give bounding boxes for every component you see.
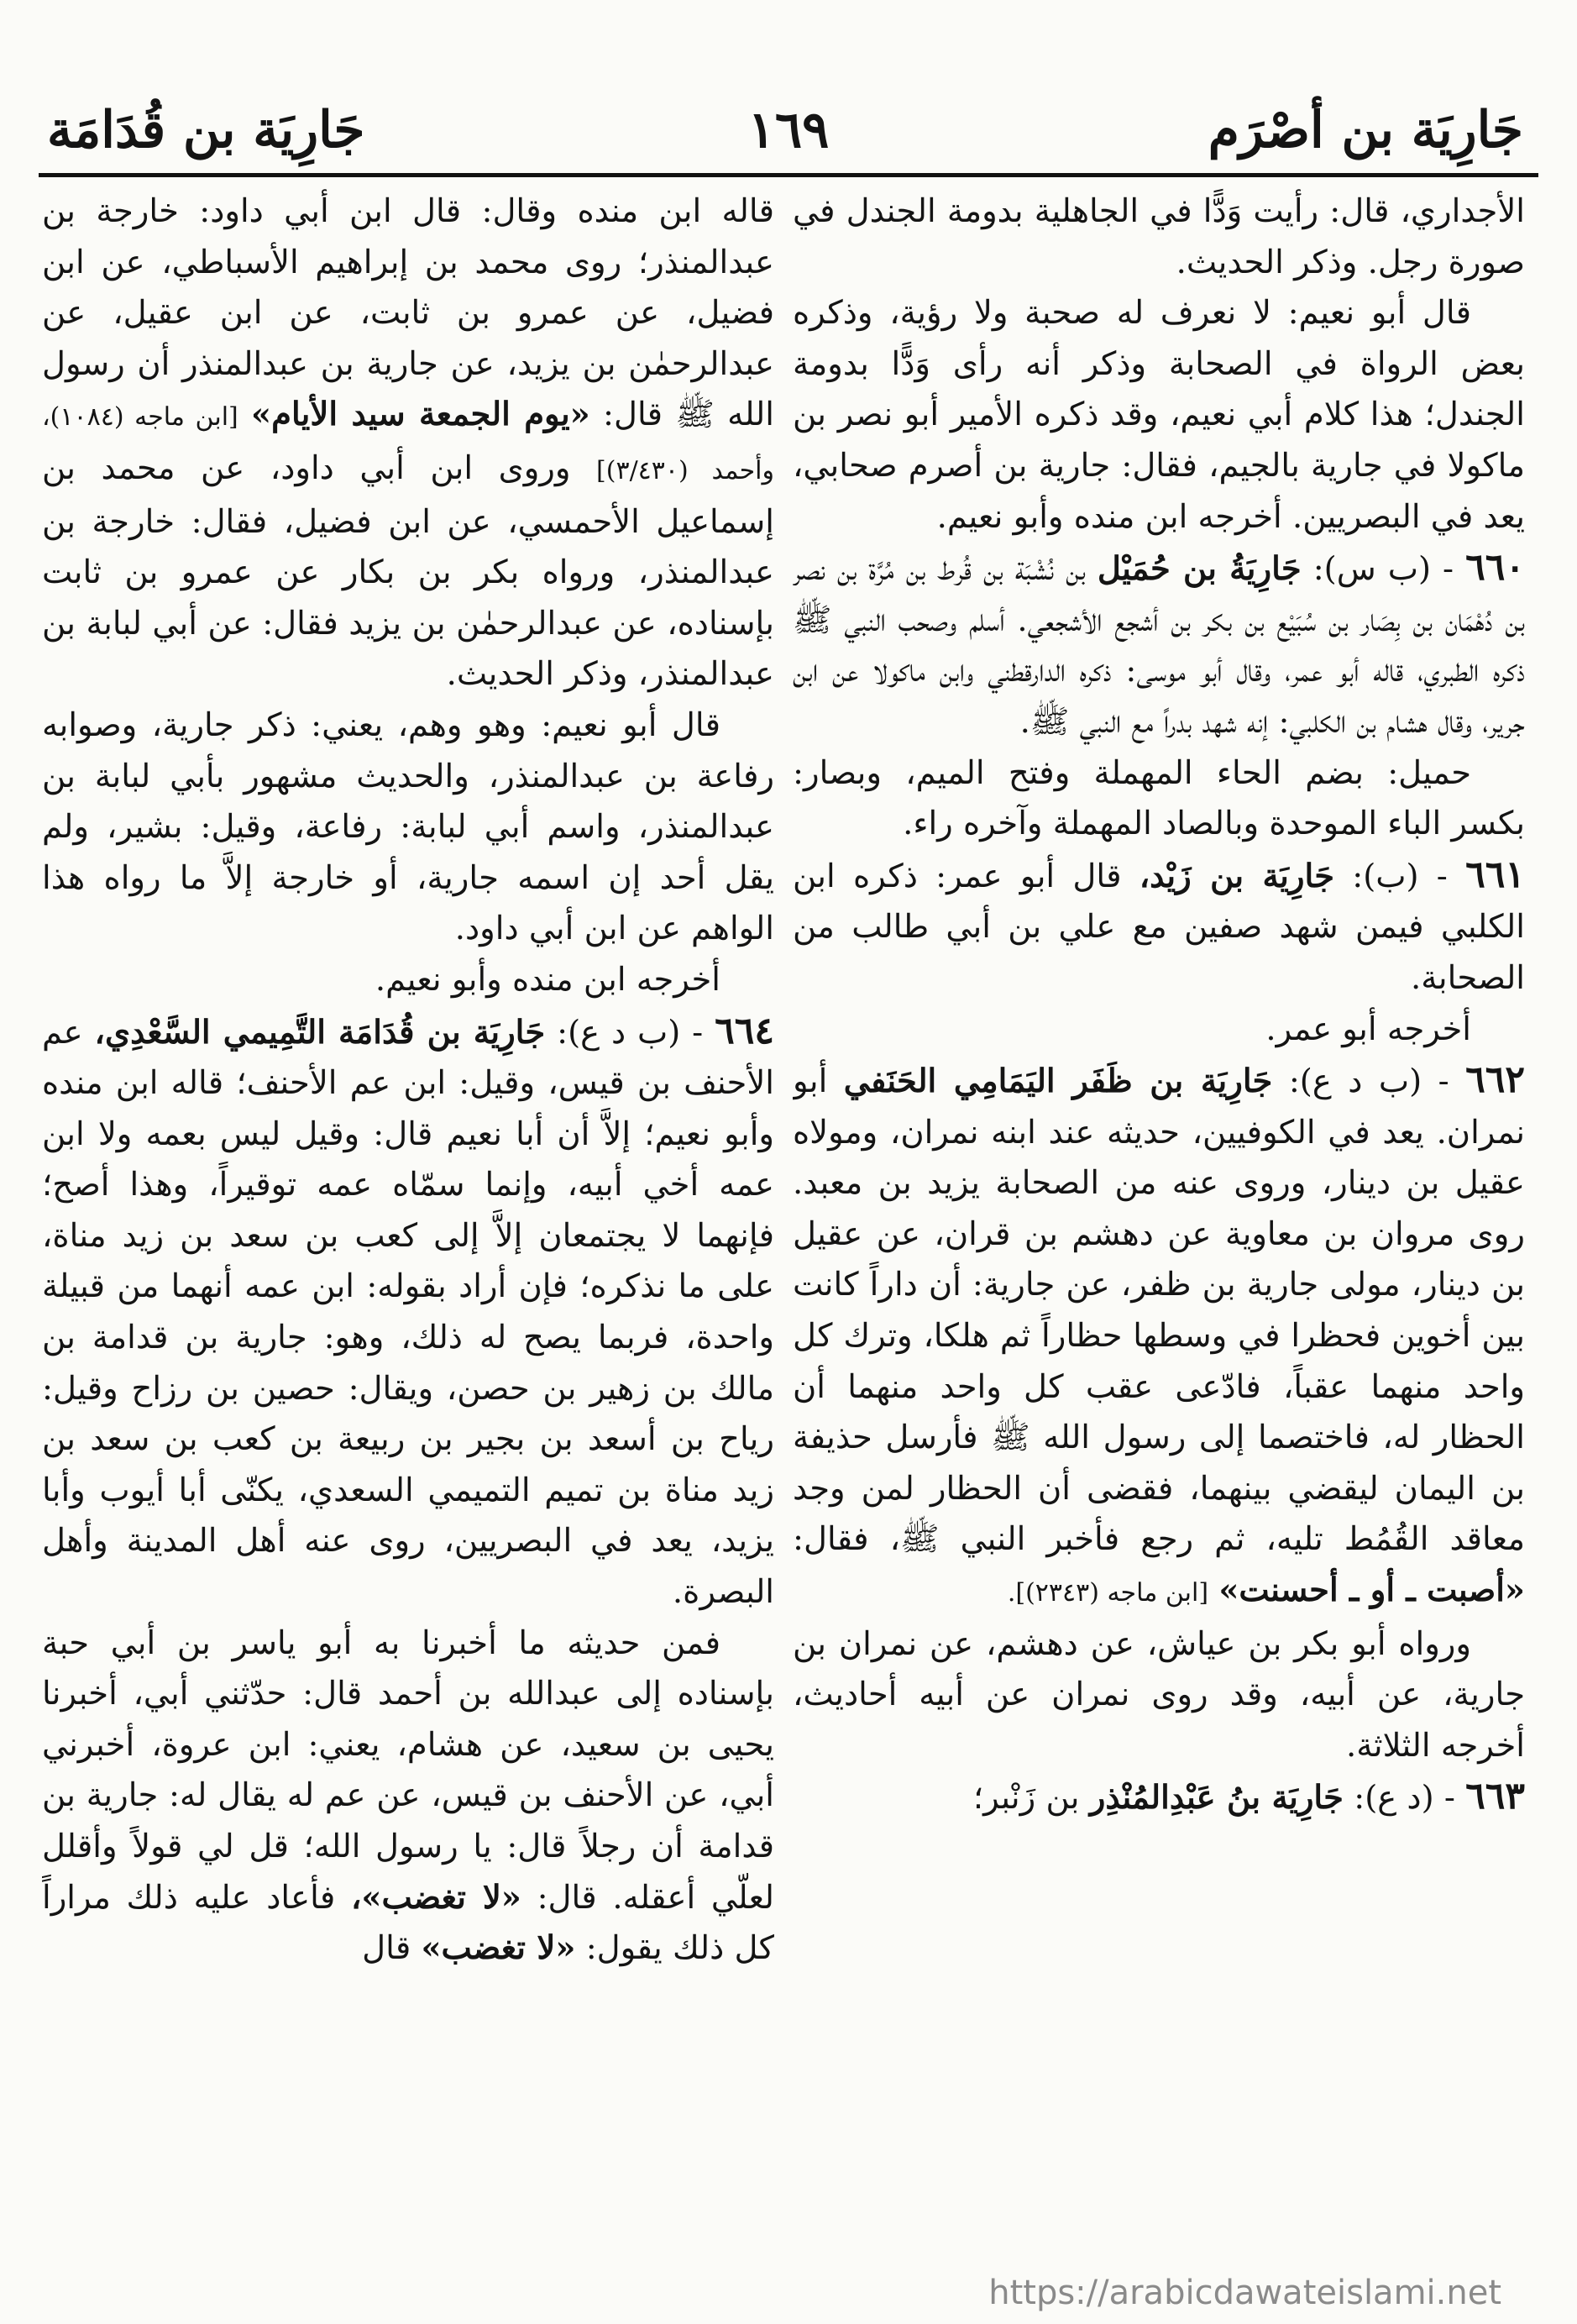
entry-number: ٦٦١ bbox=[1465, 852, 1525, 896]
paragraph: أخرجه أبو عمر. bbox=[1265, 1010, 1471, 1048]
entry-661 bbox=[793, 850, 1525, 1005]
entry-663 bbox=[793, 1771, 1525, 1824]
source-reference: [ابن ماجه (١٠٨٤)، وأحمد (٣/٤٣٠)] bbox=[42, 402, 774, 485]
hadith-quote: «أصبت ـ أو ـ أحسنت» bbox=[1218, 1571, 1525, 1610]
hadith-quote: «لا تغضب»، bbox=[350, 1878, 521, 1917]
paragraph: الأجداري، قال: رأيت وَدًّا في الجاهلية بدومة الجندل في صورة رجل. وذكر الحديث. bbox=[793, 192, 1525, 281]
paragraph: حميل: بضم الحاء المهملة وفتح الميم، وبصار: بكسر الباء الموحدة وبالصاد المهملة وآخره راء. bbox=[793, 753, 1525, 843]
entry-number: ٦٦٢ bbox=[1465, 1058, 1525, 1102]
header-rule bbox=[39, 173, 1538, 177]
entry-code: - (ب س): bbox=[1312, 550, 1454, 589]
entry-660 bbox=[793, 543, 1525, 748]
paragraph: أخرجه ابن منده وأبو نعيم. bbox=[375, 960, 720, 999]
entry-code: - (ب د ع): bbox=[1288, 1062, 1449, 1101]
entry-text: أبو نمران. يعد في الكوفيين، حديثه عند ابنه نمران، ومولاه عقيل بن دينار، وروى عنه من الصحابة يزيد بن معبد. روى مروان بن معاوية عن دهشم بن قران، عن عقيل بن دينار، مولى جارية بن ظفر، عن جارية: أن داراً كانت بين أخوين فحظرا في وسطها حظاراً ثم هلكا، وترك كل واحد منهما عقباً، فادّعى عقب كل واحد منهما أن الحظار له، فاختصما إلى رسول الله ﷺ فأرسل حذيفة بن اليمان ليقضي بينهما، فقضى أن الحظار لمن وجد معاقد القُمُط تليه، ثم رجع فأخبر النبي ﷺ، فقال: bbox=[793, 1062, 1525, 1559]
entry-number: ٦٦٤ bbox=[715, 1009, 774, 1052]
entry-662 bbox=[793, 1055, 1525, 1619]
entry-name: جَارِيَة بن ظَفَر اليَمَامِي الحَنَفي bbox=[843, 1062, 1273, 1101]
entry-code: - (د ع): bbox=[1354, 1779, 1455, 1818]
paragraph-text: فأعاد عليه ذلك مراراً كل ذلك يقول: bbox=[42, 1878, 774, 1968]
paragraph bbox=[42, 1618, 774, 1975]
entry-name: جَارِيَة بن قُدَامَة التَّمِيمي السَّعْدِي، bbox=[94, 1013, 546, 1052]
paragraph-text: قاله ابن منده وقال: قال ابن أبي داود: خارجة بن عبدالمنذر؛ روى محمد بن إبراهيم الأسباطي، عن ابن فضيل، عن عمرو بن ثابت، عن ابن عقيل، عن عبدالرحمٰن بن يزيد، عن جارية بن عبدالمنذر أن رسول الله ﷺ قال: bbox=[42, 192, 774, 434]
running-head-left: جَارِيَة بن قُدَامَة bbox=[47, 101, 365, 160]
page-number: ١٦٩ bbox=[747, 101, 830, 160]
source-reference: [ابن ماجه (٢٣٤٣)]. bbox=[1007, 1578, 1209, 1608]
paragraph-text: فمن حديثه ما أخبرنا به أبو ياسر بن أبي حبة بإسناده إلى عبدالله بن أحمد قال: حدّثني أبي، أخبرنا يحيى بن سعيد، عن هشام، يعني: ابن عروة، أخبرني أبي، عن الأحنف بن قيس، عن عم له يقال له: جارية بن قدامة أن رجلاً قال: يا رسول الله؛ قل لي قولاً وأقلل لعلّي أعقله. قال: bbox=[42, 1624, 774, 1917]
paragraph-text: وروى ابن أبي داود، عن محمد بن إسماعيل الأحمسي، عن ابن فضيل، فقال: خارجة بن عبدالمنذر، ورواه بكر بن بكار عن عمرو بن ثابت بإسناده، عن عبدالرحمٰن بن يزيد فقال: عن أبي لبابة بن عبدالمنذر، وذكر الحديث. bbox=[42, 449, 774, 694]
paragraph: قال أبو نعيم: وهو وهم، يعني: ذكر جارية، وصوابه رفاعة بن عبدالمنذر، والحديث مشهور بأبي لبابة بن عبدالمنذر، واسم أبي لبابة: رفاعة، وقيل: بشير، ولم يقل أحد إن اسمه جارية، أو خارجة إلاَّ ما رواه هذا الواهم عن ابن أبي داود. bbox=[42, 706, 774, 948]
entry-code: - (ب د ع): bbox=[557, 1013, 704, 1052]
paragraph: ورواه أبو بكر بن عياش، عن دهشم، عن نمران بن جارية، عن أبيه، وقد روى نمران عن أبيه أحاديث، أخرجه الثلاثة. bbox=[793, 1624, 1525, 1765]
entry-code: - (ب): bbox=[1352, 857, 1448, 895]
entry-name: جَارِيَة بنُ عَبْدِالمُنْذِر bbox=[1089, 1779, 1344, 1818]
entry-text: قال أبو عمر: ذكره ابن الكلبي فيمن شهد صفين مع علي بن أبي طالب من الصحابة. bbox=[793, 857, 1525, 997]
paragraph-text: قال bbox=[362, 1929, 411, 1968]
entry-text: بن زَنْبر؛ bbox=[972, 1779, 1080, 1818]
entry-number: ٦٦٣ bbox=[1465, 1775, 1525, 1818]
entry-name: جَارِيَة بن زَيْد، bbox=[1139, 857, 1335, 895]
entry-number: ٦٦٠ bbox=[1465, 546, 1525, 590]
entry-name: جَارِيَةُ بن حُمَيْل bbox=[1097, 550, 1302, 589]
entry-text: عم الأحنف بن قيس، وقيل: ابن عم الأحنف؛ قاله ابن منده وأبو نعيم؛ إلاَّ أن أبا نعيم قال: وقيل ليس بعمه ولا ابن عمه أخي أبيه، وإنما سمّاه عمه توقيراً، وهذا أصح؛ فإنهما لا يجتمعان إلاَّ إلى كعب بن سعد بن زيد مناة، على ما نذكره؛ فإن أراد بقوله: ابن عمه أنهما من قبيلة واحدة، فربما يصح له ذلك، وهو: جارية بن قدامة بن مالك بن زهير بن حصن، ويقال: حصين بن رزاح وقيل: رياح بن أسعد بن بجير بن ربيعة بن كعب بن سعد بن زيد مناة بن تميم التميمي السعدي، يكنّى أبا أيوب وأبا يزيد، يعد في البصريين، روى عنه أهل المدينة وأهل البصرة. bbox=[42, 1013, 774, 1612]
left-column bbox=[42, 186, 774, 2236]
right-column bbox=[793, 186, 1525, 2236]
entry-664 bbox=[42, 1006, 774, 1618]
hadith-quote: «لا تغضب» bbox=[421, 1929, 576, 1968]
paragraph bbox=[42, 186, 774, 700]
hadith-quote: «يوم الجمعة سيد الأيام» bbox=[251, 396, 590, 434]
paragraph: قال أبو نعيم: لا نعرف له صحبة ولا رؤية، وذكره بعض الرواة في الصحابة وذكر أنه رأى وَدًّا بدومة الجندل؛ هذا كلام أبي نعيم، وقد ذكره الأمير أبو نصر بن ماكولا في جارية بالجيم، فقال: جارية بن أصرم صحابي، يعد في البصريين. أخرجه ابن منده وأبو نعيم. bbox=[793, 294, 1525, 536]
entry-text: بن نُشْبَة بن قُرط بن مُرَّة بن نصر بن دُهْمَان بن بِصَار بن سُبَيْع بن بكر بن أشجع الأشجعي. أسلم وصحب النبي ﷺ ذكره الطبري، قاله أبو عمر، وقال أبو موسى: ذكره الدارقطني وابن ماكولا عن ابن جرير، وقال هشام بن الكلبي: إنه شهد بدراً مع النبي ﷺ. bbox=[793, 550, 1525, 741]
running-head-right: جَارِيَة بن أصْرَم bbox=[1208, 101, 1523, 160]
watermark-url: https://arabicdawateislami.net bbox=[988, 2274, 1501, 2312]
